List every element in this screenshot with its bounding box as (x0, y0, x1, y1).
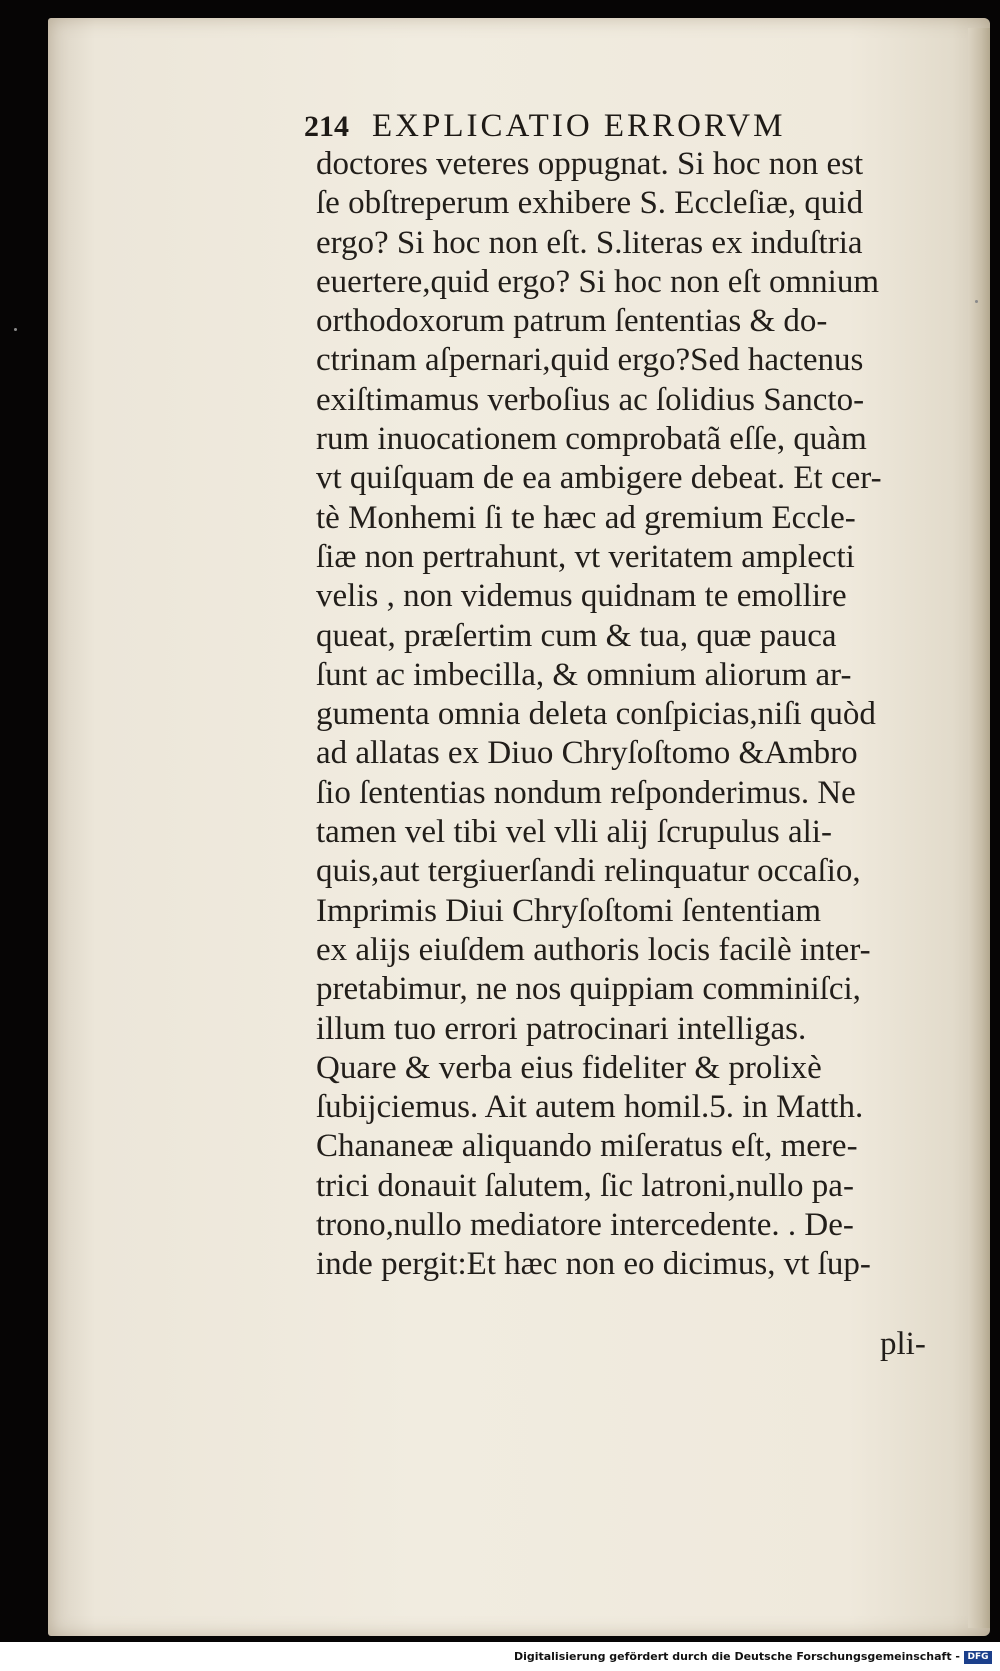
text-line: ſiæ non pertrahunt, vt veritatem amplecti (316, 538, 855, 575)
funding-credit: Digitalisierung gefördert durch die Deutsche Forschungsgemeinschaft - (513, 1650, 960, 1663)
text-line: Chananeæ aliquando miſeratus eſt, mere- (316, 1128, 858, 1165)
text-line: gumenta omnia deleta conſpicias,niſi quòd (316, 696, 876, 733)
text-line: ſio ſententias nondum reſponderimus. Ne (316, 774, 856, 811)
text-line: Imprimis Diui Chryſoſtomi ſententiam (316, 892, 822, 929)
page-number: 214 (304, 110, 349, 143)
text-line: pretabimur, ne nos quippiam comminiſci, (316, 971, 861, 1008)
body-text (316, 145, 956, 1285)
text-line: exiſtimamus verboſius ac ſolidius Sancto- (316, 381, 865, 418)
catchword: pli- (880, 1326, 926, 1362)
text-line: ergo? Si hoc non eſt. S.literas ex induſtria (316, 224, 863, 261)
text-line: doctores veteres oppugnat. Si hoc non est (316, 146, 864, 182)
text-line: euertere,quid ergo? Si hoc non eſt omnium (316, 263, 879, 300)
text-line: ſunt ac imbecilla, & omnium aliorum ar- (316, 656, 852, 693)
text-line: quis,aut tergiuerſandi relinquatur occaſio, (316, 853, 861, 890)
text-line: ad allatas ex Diuo Chryſoſtomo &Ambro (316, 735, 858, 772)
text-line: tè Monhemi ſi te hæc ad gremium Eccle- (316, 499, 856, 536)
text-line: illum tuo errori patrocinari intelligas. (316, 1010, 807, 1047)
text-line: ex alijs eiuſdem authoris locis facilè inter- (316, 931, 871, 968)
text-line: tamen vel tibi vel vlli alij ſcrupulus ali- (316, 814, 832, 851)
text-line: vt quiſquam de ea ambigere debeat. Et cer- (316, 460, 882, 497)
text-line: trono,nullo mediatore intercedente. . De- (316, 1207, 854, 1244)
running-head: EXPLICATIO ERRORVM (372, 108, 786, 144)
page-edge-shadow (968, 28, 990, 1628)
text-line: ctrinam aſpernari,quid ergo?Sed hactenus (316, 342, 864, 379)
text-line: queat, præſertim cum & tua, quæ pauca (316, 617, 837, 654)
text-line: orthodoxorum patrum ſententias & do- (316, 303, 828, 340)
text-line: ſe obſtreperum exhibere S. Eccleſiæ, quid (316, 185, 864, 222)
page-header (304, 108, 904, 148)
dfg-logo-icon: DFG (964, 1651, 992, 1664)
text-line: Quare & verba eius fideliter & prolixè (316, 1049, 822, 1086)
text-line: rum inuocationem comprobatã eſſe, quàm (316, 421, 867, 458)
dust-speck (975, 300, 978, 303)
text-line: velis , non videmus quidnam te emollire (316, 578, 847, 615)
text-line: ſubijciemus. Ait autem homil.5. in Matth. (316, 1089, 864, 1126)
digitization-footer (0, 1642, 1000, 1671)
text-line: trici donauit ſalutem, ſic latroni,nullo pa- (316, 1167, 854, 1204)
text-line: inde pergit:Et hæc non eo dicimus, vt ſup- (316, 1246, 871, 1283)
dust-speck (14, 328, 17, 331)
